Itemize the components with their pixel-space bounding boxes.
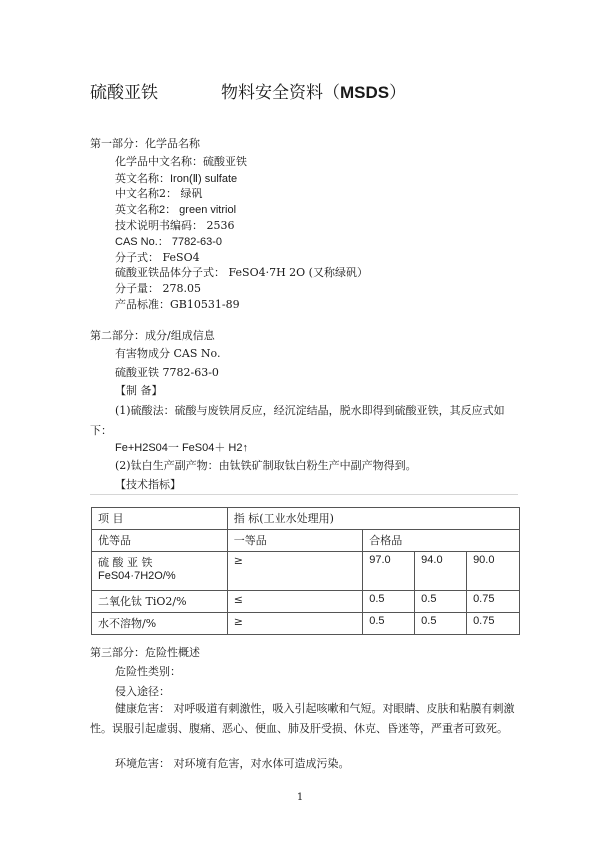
row-value: 90.0 [467, 552, 520, 591]
tech-spec-table [91, 507, 520, 635]
hazard-class: 危险性类别： [115, 665, 181, 678]
part2-line: 硫酸亚铁 7782-63-0 [115, 366, 219, 379]
part1-item: 英文名称2： green vitriol [115, 204, 237, 216]
table-header-row [92, 508, 520, 530]
part1-heading: 第一部分：化学品名称 [90, 137, 200, 150]
row-value: 0.75 [467, 613, 520, 635]
part2-line: 有害物成分 CAS No. [115, 347, 221, 360]
row-operator: ≥ [227, 613, 362, 635]
part1-item: 中文名称2： 绿矾 [115, 187, 203, 200]
row-value: 0.5 [415, 591, 467, 613]
row-value: 97.0 [363, 552, 415, 591]
grade-first: 一等品 [227, 530, 362, 552]
part1-item: 分子量： 278.05 [115, 282, 201, 295]
table-subheader-row [92, 530, 520, 552]
row-operator: ≤ [227, 591, 362, 613]
page-number: 1 [296, 792, 304, 803]
part1-item: 化学品中文名称：硫酸亚铁 [115, 155, 247, 168]
row-value: 0.75 [467, 591, 520, 613]
prep-heading: 【制 备】 [115, 384, 163, 397]
part3-heading: 第三部分：危险性概述 [90, 646, 200, 659]
row-value: 0.5 [415, 613, 467, 635]
tech-spec-heading: 【技术指标】 [115, 478, 181, 491]
row-operator: ≥ [227, 552, 362, 591]
part1-item: 英文名称：Iron(Ⅱ) sulfate [115, 173, 238, 185]
row-value: 0.5 [363, 613, 415, 635]
msds-title: 物料安全资料（MSDS） [221, 83, 407, 103]
row-name: 水不溶物/% [92, 613, 228, 635]
route-of-entry: 侵入途径： [115, 685, 170, 698]
grade-excellent: 优等品 [92, 530, 228, 552]
row-value: 0.5 [363, 591, 415, 613]
msds-abbr: MSDS [340, 83, 390, 102]
part1-item: 产品标准：GB10531-89 [115, 298, 240, 311]
row-value: 94.0 [415, 552, 467, 591]
part1-item: 硫酸亚铁品体分子式： FeSO4·7H 2O (又称绿矾） [115, 266, 368, 279]
health-hazard: 健康危害： 对呼吸道有刺激性，吸入引起咳嗽和气短。对眼睛、皮肤和粘膜有刺激性。误服引起虚弱、腹痛、恶心、便血、肺及肝受损、休克、昏迷等，严重者可致死。 [90, 702, 515, 735]
environmental-hazard: 环境危害： 对环境有危害，对水体可造成污染。 [115, 757, 350, 770]
part1-item: 技术说明书编码： 2536 [115, 219, 235, 232]
table-header-index: 指 标(工业水处理用) [227, 508, 519, 530]
part2-heading: 第二部分：成分/组成信息 [90, 329, 215, 342]
reaction-equation: Fe+H2S04一 FeS04＋ H2↑ [115, 442, 248, 454]
row-name: 硫 酸 亚 铁 FeS04·7H2O/% [92, 552, 228, 591]
table-header-item: 项 目 [92, 508, 228, 530]
grade-pass: 合格品 [363, 530, 520, 552]
prep-method-2: (2)钛白生产副产物：由钛铁矿制取钛白粉生产中副产物得到。 [115, 459, 417, 472]
table-row [92, 591, 520, 613]
chemical-name-title: 硫酸亚铁 [90, 83, 158, 103]
divider [90, 494, 518, 495]
part1-item: CAS No.： 7782-63-0 [115, 236, 222, 248]
row-name: 二氧化钛 TiO2/% [92, 591, 228, 613]
table-row [92, 552, 520, 591]
prep-method-1: (1)硫酸法：硫酸与废铁屑反应，经沉淀结晶，脱水即得到硫酸亚铁，其反应式如下： [90, 404, 505, 437]
document-title [90, 78, 510, 102]
part1-item: 分子式： FeSO4 [115, 251, 200, 264]
table-row [92, 613, 520, 635]
